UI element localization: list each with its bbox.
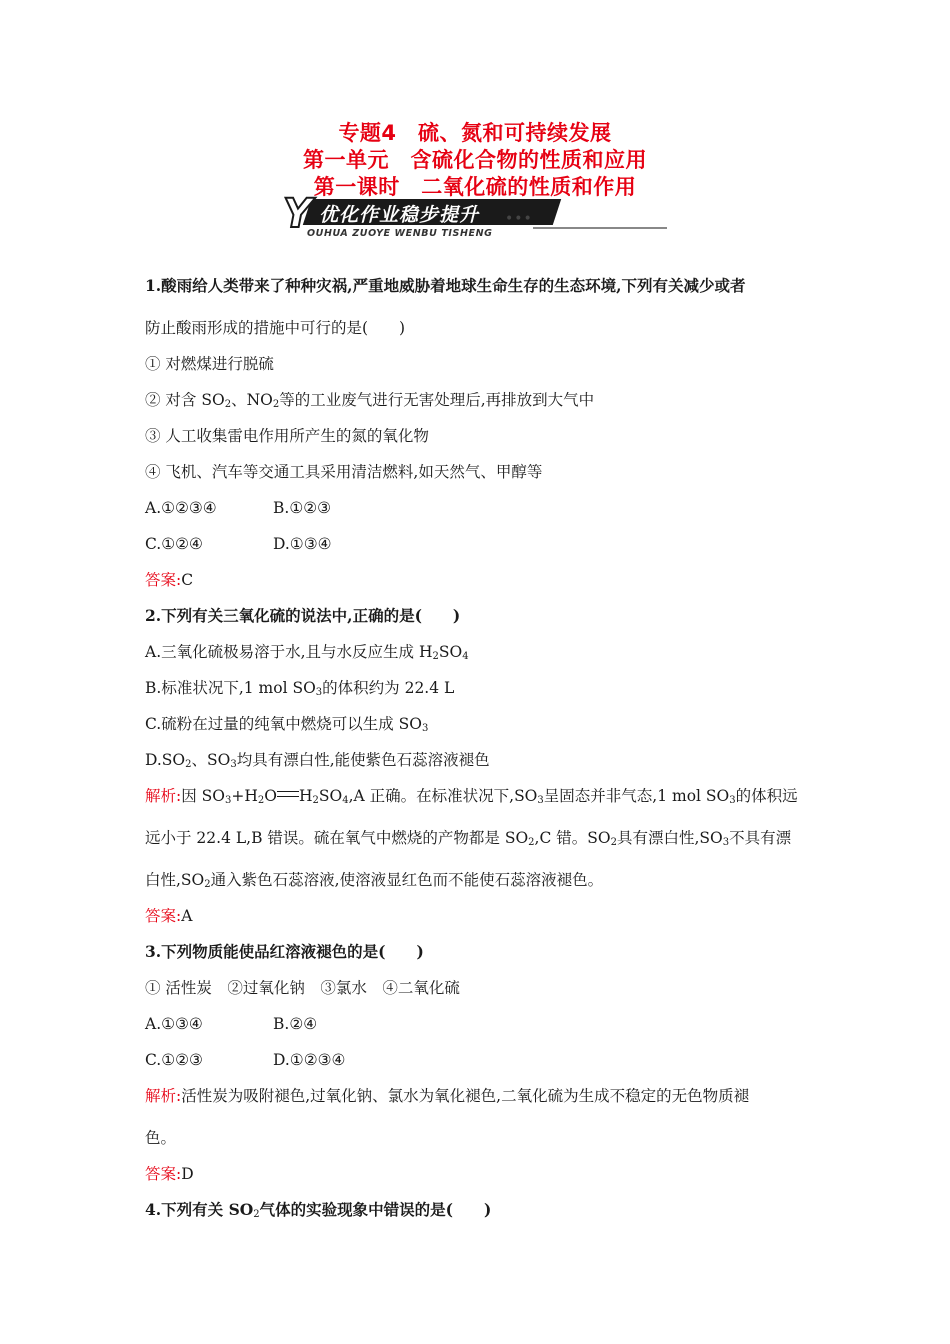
q1-item-1: ① 对燃煤进行脱硫 — [145, 355, 274, 373]
q3-option-c: C.①②③ — [145, 1051, 203, 1069]
title-topic: 专题4 硫、氮和可持续发展 — [338, 121, 612, 145]
q3-options-ab — [145, 1006, 810, 1042]
title-block — [0, 120, 950, 201]
q3-analysis-line2: 色。 — [145, 1129, 177, 1147]
q1-stem-line2: 防止酸雨形成的措施中可行的是( ) — [145, 319, 406, 337]
q3-options-cd — [145, 1042, 810, 1078]
q2-analysis-line1: 解析:因 $SO_3+H_2O$ $H_2SO_4,A$ 正确。在标准状况下$,SO_3$呈固态并非气态,1 mol $SO_3$的体积远 — [145, 787, 798, 806]
q4-stem: 4.下列有关 $SO_2$气体的实验现象中错误的是( ) — [145, 1200, 492, 1220]
q3-option-b: B.②④ — [273, 1015, 318, 1033]
banner-title-a: 优化作业 — [319, 204, 400, 226]
q2-stem: 2.下列有关三氧化硫的说法中,正确的是( ) — [145, 606, 461, 625]
title-lesson: 第一课时 二氧化硫的性质和作用 — [313, 175, 637, 199]
q2-analysis-line3: 白性$,SO_2$通入紫色石蕊溶液,使溶液显红色而不能使石蕊溶液褪色。 — [145, 871, 604, 890]
section-banner — [283, 191, 667, 243]
q1-item-3: ③ 人工收集雷电作用所产生的氮的氧化物 — [145, 427, 429, 445]
q1-options-ab — [145, 490, 810, 526]
banner-title-b: 稳步提升 — [399, 204, 480, 226]
banner-subtitle: OUHUA ZUOYE WENBU TISHENG — [307, 228, 493, 239]
q3-option-a: A.①③④ — [145, 1015, 203, 1033]
title-unit: 第一单元 含硫化合物的性质和应用 — [303, 148, 647, 172]
exercise-content — [145, 268, 810, 1228]
q1-options-cd — [145, 526, 810, 562]
banner-title — [319, 200, 479, 227]
q1-stem-line1: 1.酸雨给人类带来了种种灾祸,严重地威胁着地球生命生存的生态环境,下列有关减少或者 — [145, 276, 746, 295]
q2-option-a: A.三氧化硫极易溶于水,且与水反应生成 $H_2SO_4$ — [145, 643, 469, 662]
q1-option-c: C.①②④ — [145, 535, 203, 553]
q1-item-4: ④ 飞机、汽车等交通工具采用清洁燃料,如天然气、甲醇等 — [145, 463, 543, 481]
equation-equals-sign — [277, 791, 299, 797]
q3-stem: 3.下列物质能使品红溶液褪色的是( ) — [145, 942, 424, 961]
q2-option-d: $D.SO_2$、$SO_3$均具有漂白性,能使紫色石蕊溶液褪色 — [145, 751, 490, 770]
q1-option-a: A.①②③④ — [145, 499, 217, 517]
q2-option-b: B.标准状况下,1 mol $SO_3$的体积约为 22.4 L — [145, 679, 455, 698]
q1-option-d: D.①③④ — [273, 535, 332, 553]
q2-answer: 答案:A — [145, 907, 193, 925]
banner-dots: ••• — [505, 211, 533, 227]
banner-logo-letter: Y — [283, 191, 312, 237]
q3-items: ① 活性炭 ②过氧化钠 ③氯水 ④二氧化硫 — [145, 979, 460, 997]
q3-option-d: D.①②③④ — [273, 1051, 346, 1069]
q1-answer: 答案:C — [145, 571, 194, 589]
q3-analysis-line1: 解析:活性炭为吸附褪色,过氧化钠、氯水为氧化褪色,二氧化硫为生成不稳定的无色物质褪 — [145, 1087, 750, 1105]
q2-analysis-line2: 远小于 22.4 L,B 错误。硫在氧气中燃烧的产物都是 $SO_2,C$ 错。$SO_2$具有漂白性$,SO_3$不具有漂 — [145, 829, 792, 848]
banner-rule — [533, 227, 667, 229]
q1-option-b: B.①②③ — [273, 499, 332, 517]
q3-answer: 答案:D — [145, 1165, 194, 1183]
q2-option-c: C.硫粉在过量的纯氧中燃烧可以生成 $SO_3$ — [145, 715, 429, 734]
q1-item-2: ② 对含 $SO_2$、$NO_2$等的工业废气进行无害处理后,再排放到大气中 — [145, 391, 595, 410]
